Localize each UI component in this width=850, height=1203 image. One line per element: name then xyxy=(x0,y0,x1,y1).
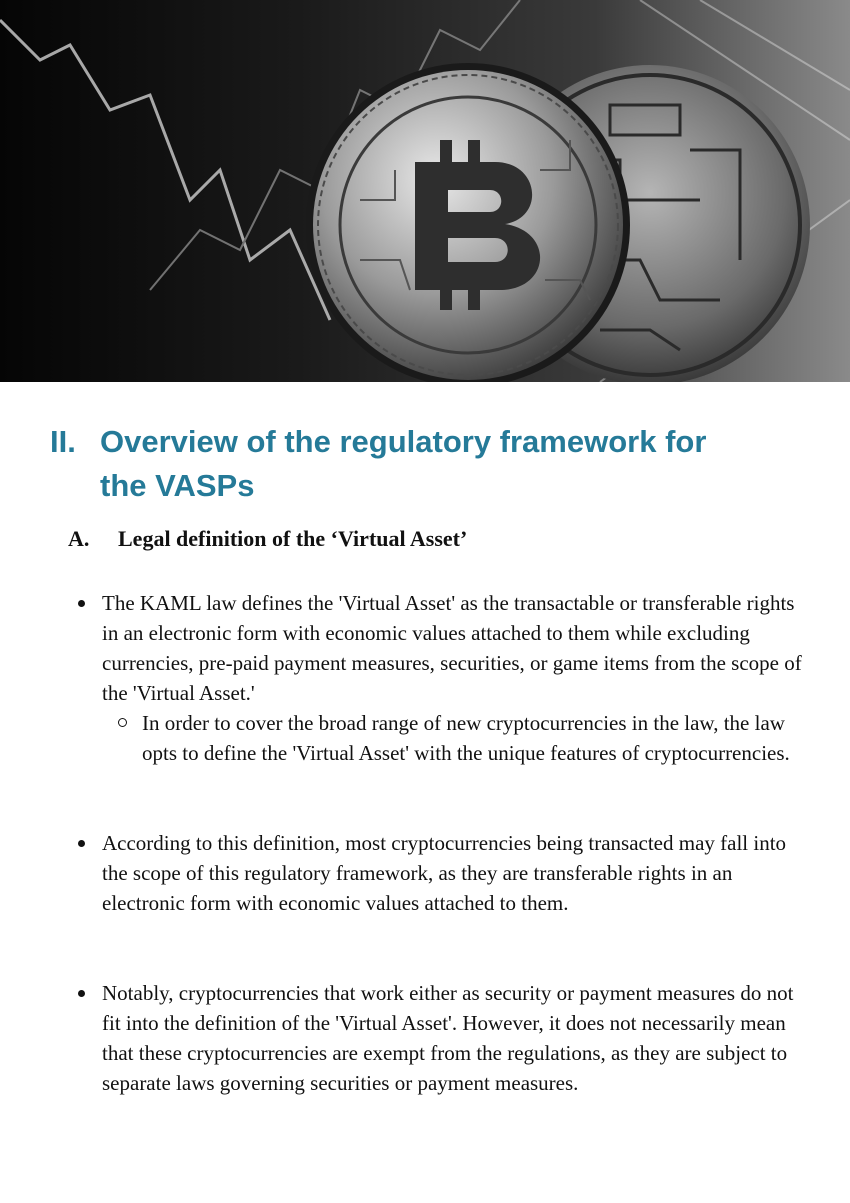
list-item xyxy=(102,978,802,1098)
bullet-dot-icon xyxy=(78,840,85,847)
list-item-text: According to this definition, most cryptocurrencies being transacted may fall into the scope of this regulatory framework, as they are transferable rights in an electronic form with economic values attached to them. xyxy=(102,831,787,915)
bullet-list xyxy=(0,588,850,1098)
hero-image xyxy=(0,0,850,382)
hollow-circle-bullet-icon xyxy=(118,718,127,727)
section-heading xyxy=(50,420,810,508)
bitcoin-hero-illustration xyxy=(0,0,850,382)
sub-list-item xyxy=(142,708,802,768)
section-title-line2: the VASPs xyxy=(100,468,255,503)
sub-list-item-text: In order to cover the broad range of new cryptocurrencies in the law, the law opts to define the 'Virtual Asset' with the unique features of cryptocurrencies. xyxy=(142,711,790,765)
subsection-letter: A. xyxy=(68,526,90,551)
section-title-line1: Overview of the regulatory framework for xyxy=(100,424,707,459)
bullet-dot-icon xyxy=(78,600,85,607)
section-number: II. xyxy=(50,424,76,459)
bullet-dot-icon xyxy=(78,990,85,997)
list-item xyxy=(102,828,802,918)
subsection-title: Legal definition of the ‘Virtual Asset’ xyxy=(118,526,468,551)
subsection-heading xyxy=(68,526,467,552)
list-item-text: The KAML law defines the 'Virtual Asset' as the transactable or transferable rights in an electronic form with economic values attached to them while excluding currencies, pre-paid payment measures, securities, or game items from the scope of the 'Virtual Asset.' xyxy=(102,591,802,705)
list-item-text: Notably, cryptocurrencies that work either as security or payment measures do not fit into the definition of the 'Virtual Asset'. However, it does not necessarily mean that these cryptocurrencies are exempt from the regulations, as they are subject to separate laws governing securities or payment measures. xyxy=(102,981,794,1095)
bitcoin-coin-icon xyxy=(306,63,630,382)
list-item xyxy=(102,588,802,708)
